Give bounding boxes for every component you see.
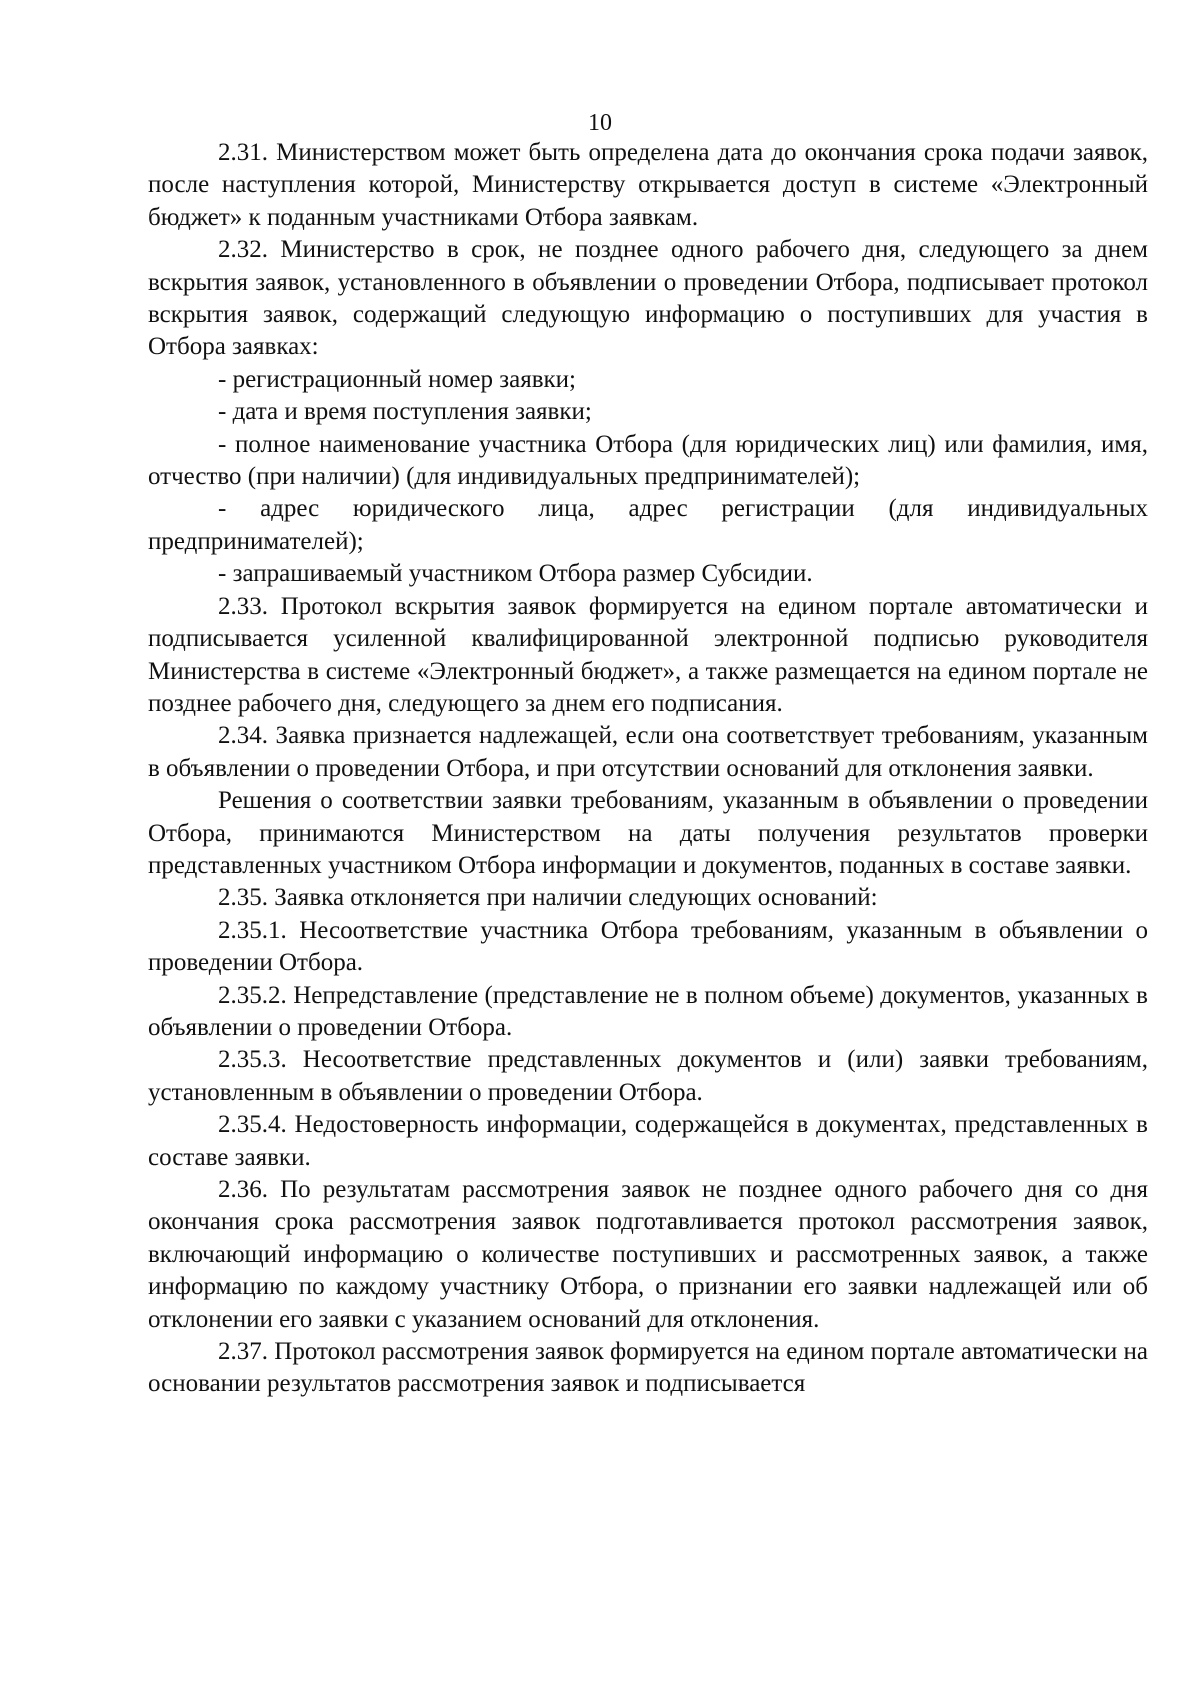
paragraph-2-34: 2.34. Заявка признается надлежащей, если она соответствует требованиям, указанным в объявлении о проведении Отбора, и при отсутствии оснований для отклонения заявки. — [148, 722, 1148, 782]
paragraph-2-36: 2.36. По результатам рассмотрения заявок не позднее одного рабочего дня со дня окончания срока рассмотрения заявок подготавливается протокол рассмотрения заявок, включающий информацию о количестве поступивших и рассмотренных заявок, а также информацию по каждому участнику Отбора, о признании его заявки надлежащей или об отклонении его заявки с указанием оснований для отклонения. — [148, 1176, 1148, 1333]
paragraph-2-35: 2.35. Заявка отклоняется при наличии следующих оснований: — [218, 884, 878, 912]
paragraph-2-35-1: 2.35.1. Несоответствие участника Отбора требованиям, указанным в объявлении о проведении Отбора. — [148, 916, 1148, 977]
list-item-full-name: - полное наименование участника Отбора (для юридических лиц) или фамилия, имя, отчество (при наличии) (для индивидуальных предпринимателей); — [148, 430, 1148, 491]
list-item-subsidy-amount: - запрашиваемый участником Отбора размер Субсидии. — [218, 560, 813, 588]
paragraph-2-32: 2.32. Министерство в срок, не позднее одного рабочего дня, следующего за днем вскрытия заявок, установленного в объявлении о проведении Отбора, подписывает протокол вскрытия заявок, содержащий следующую информацию о поступивших для участия в Отбора заявках: — [148, 236, 1148, 361]
list-item-date-time: - дата и время поступления заявки; — [218, 398, 592, 426]
paragraph-2-37: 2.37. Протокол рассмотрения заявок формируется на едином портале автоматически на основании результатов рассмотрения заявок и подписывается — [148, 1338, 1148, 1398]
paragraph-2-31: 2.31. Министерством может быть определена дата до окончания срока подачи заявок, после наступления которой, Министерству открывается доступ в системе «Электронный бюджет» к поданным участниками Отбора заявкам. — [148, 139, 1148, 231]
paragraph-decisions: Решения о соответствии заявки требованиям, указанным в объявлении о проведении Отбора, принимаются Министерством на даты получения результатов проверки представленных участником Отбора информации и документов, поданных в составе заявки. — [148, 787, 1148, 879]
paragraph-2-35-4: 2.35.4. Недостоверность информации, содержащейся в документах, представленных в составе заявки. — [148, 1111, 1148, 1171]
list-item-address: - адрес юридического лица, адрес регистрации (для индивидуальных предпринимателей); — [148, 495, 1148, 555]
paragraph-2-33: 2.33. Протокол вскрытия заявок формируется на едином портале автоматически и подписывается усиленной квалифицированной электронной подписью руководителя Министерства в системе «Электронный бюджет», а также размещается на едином портале не позднее рабочего дня, следующего за днем его подписания. — [148, 592, 1148, 717]
paragraph-2-35-3: 2.35.3. Несоответствие представленных документов и (или) заявки требованиям, установленным в объявлении о проведении Отбора. — [148, 1046, 1148, 1106]
page-number: 10 — [588, 110, 612, 136]
list-item-registration-number: - регистрационный номер заявки; — [218, 365, 576, 393]
paragraph-2-35-2: 2.35.2. Непредставление (представление не в полном объеме) документов, указанных в объявлении о проведении Отбора. — [148, 981, 1148, 1041]
document-body — [148, 137, 1148, 1401]
